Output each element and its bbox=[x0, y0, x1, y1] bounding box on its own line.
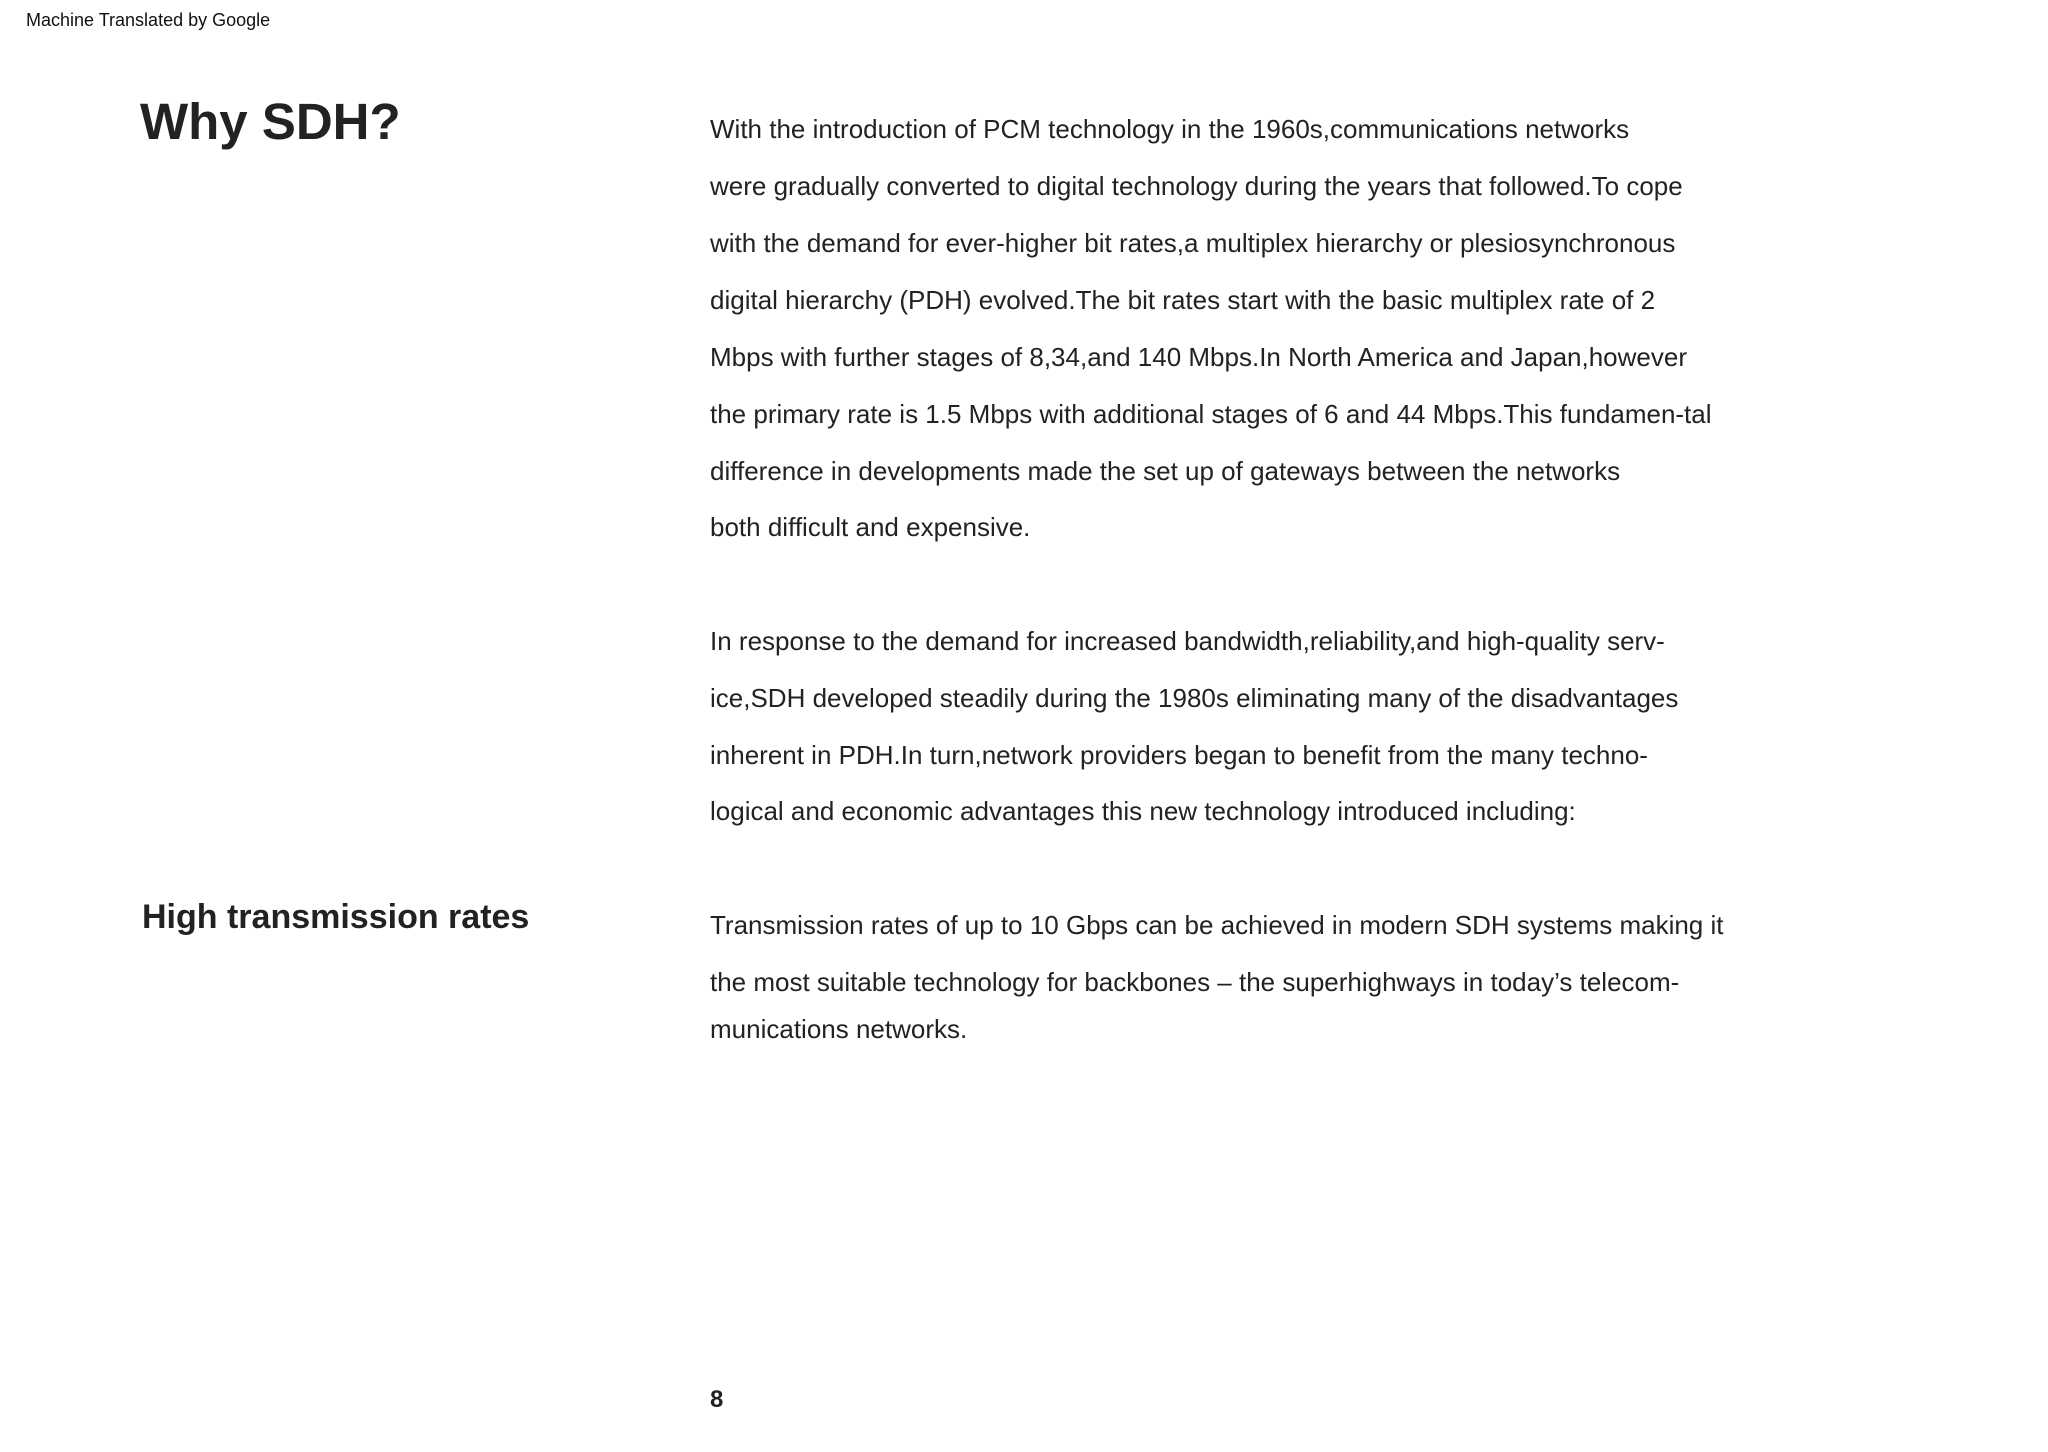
paragraph-line: logical and economic advantages this new technology introduced including: bbox=[710, 796, 1576, 826]
paragraph-line: difference in developments made the set up of gateways between the networks bbox=[710, 456, 1621, 486]
page-title: Why SDH? bbox=[140, 93, 401, 150]
paragraph-line: ice,SDH developed steadily during the 1980s eliminating many of the disadvantages bbox=[710, 683, 1679, 713]
paragraph-line: Transmission rates of up to 10 Gbps can be achieved in modern SDH systems making it bbox=[710, 910, 1724, 940]
paragraph-line: inherent in PDH.In turn,network providers began to benefit from the many techno- bbox=[710, 740, 1648, 770]
paragraph-line: the most suitable technology for backbones – the superhighways in today’s telecom- bbox=[710, 967, 1680, 997]
paragraph-line: In response to the demand for increased bandwidth,reliability,and high-quality serv- bbox=[710, 626, 1665, 656]
translation-banner: Machine Translated by Google bbox=[26, 10, 271, 30]
paragraph-line: with the demand for ever-higher bit rates,a multiplex hierarchy or plesiosynchronous bbox=[710, 228, 1676, 258]
paragraph-line: Mbps with further stages of 8,34,and 140 Mbps.In North America and Japan,however bbox=[710, 342, 1687, 372]
paragraph-line: both difficult and expensive. bbox=[710, 512, 1031, 542]
paragraph-line: munications networks. bbox=[710, 1014, 968, 1044]
paragraph-line: digital hierarchy (PDH) evolved.The bit rates start with the basic multiplex rate of 2 bbox=[710, 285, 1656, 315]
paragraph-line: were gradually converted to digital technology during the years that followed.To cope bbox=[710, 171, 1683, 201]
paragraph-line: the primary rate is 1.5 Mbps with additional stages of 6 and 44 Mbps.This fundamen-tal bbox=[710, 399, 1712, 429]
page-number: 8 bbox=[710, 1386, 724, 1413]
section-heading: High transmission rates bbox=[142, 898, 530, 936]
paragraph-line: With the introduction of PCM technology in the 1960s,communications networks bbox=[710, 114, 1630, 144]
